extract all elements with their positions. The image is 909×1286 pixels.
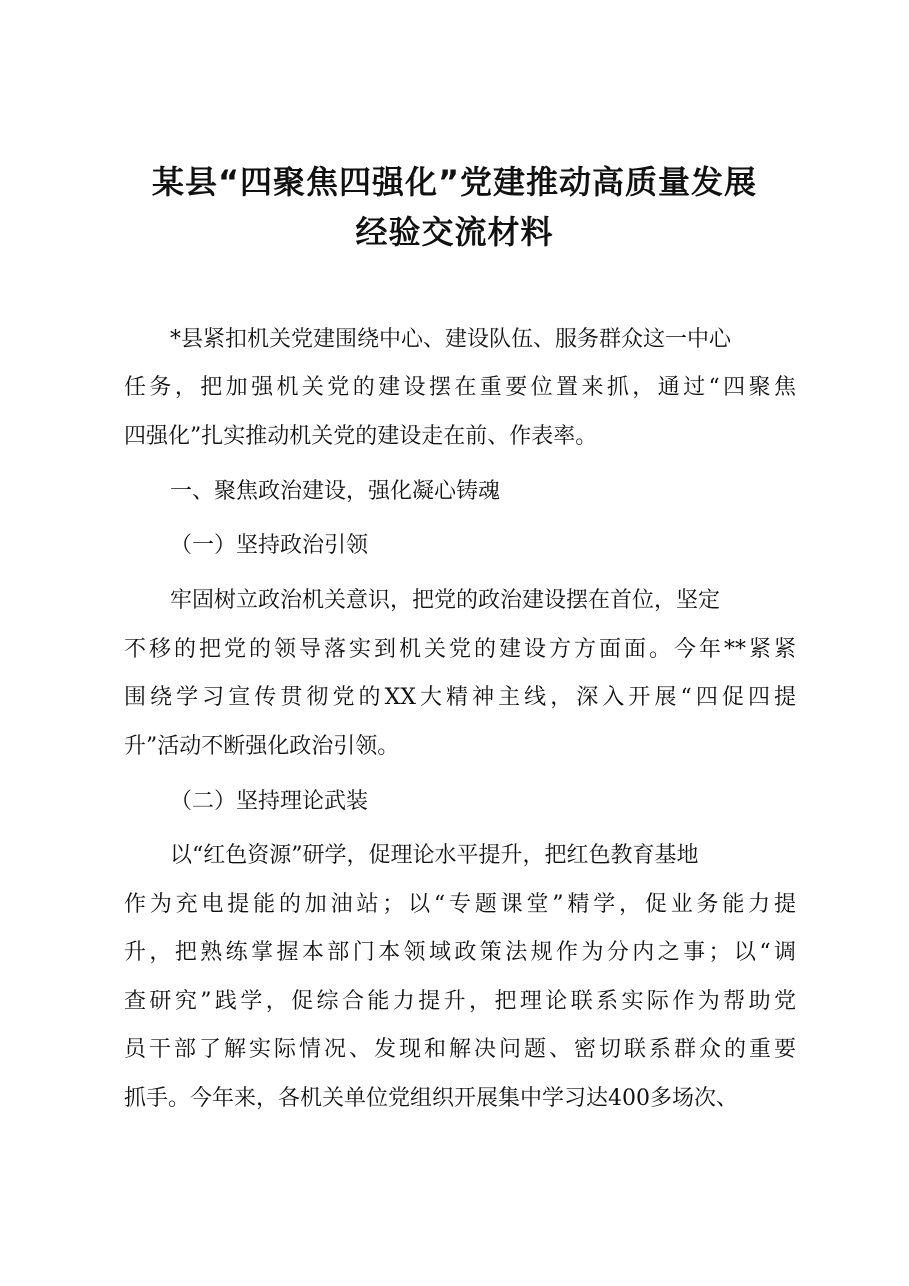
paragraph-2-line-3: 围绕学习宣传贯彻党的XX大精神主线，深入开展“四促四提 — [124, 685, 796, 710]
paragraph-3-line-4: 查研究”践学，促综合能力提升，把理论联系实际作为帮助党 — [124, 989, 796, 1014]
subsection-heading-2: （二）坚持理论武装 — [170, 789, 369, 814]
paragraph-2-line-4: 升”活动不断强化政治引领。 — [124, 734, 400, 759]
paragraph-2-line-2: 不移的把党的领导落实到机关党的建设方方面面。今年**紧紧 — [124, 637, 796, 662]
paragraph-1-line-2: 任务，把加强机关党的建设摆在重要位置来抓，通过“四聚焦 — [124, 375, 796, 400]
document-title-line-1: 某县“四聚焦四强化”党建推动高质量发展 — [151, 163, 758, 201]
paragraph-1-line-1: *县紧扣机关党建围绕中心、建设队伍、服务群众这一中心 — [170, 327, 732, 352]
subsection-heading-1: （一）坚持政治引领 — [170, 533, 369, 558]
document-title-line-2: 经验交流材料 — [355, 213, 554, 251]
section-heading-1: 一、聚焦政治建设，强化凝心铸魂 — [170, 479, 501, 504]
paragraph-3-line-3: 升，把熟练掌握本部门本领域政策法规作为分内之事；以“调 — [124, 940, 796, 965]
paragraph-1-line-3: 四强化”扎实推动机关党的建设走在前、作表率。 — [124, 424, 598, 449]
paragraph-3-line-5: 员干部了解实际情况、发现和解决问题、密切联系群众的重要 — [124, 1037, 796, 1062]
paragraph-3-line-2: 作为充电提能的加油站；以“专题课堂”精学，促业务能力提 — [124, 892, 796, 917]
paragraph-2-line-1: 牢固树立政治机关意识，把党的政治建设摆在首位，坚定 — [170, 588, 721, 613]
paragraph-3-line-1: 以“红色资源”研学，促理论水平提升，把红色教育基地 — [170, 843, 699, 868]
paragraph-3-line-6: 抓手。今年来，各机关单位党组织开展集中学习达400多场次、 — [124, 1086, 738, 1111]
